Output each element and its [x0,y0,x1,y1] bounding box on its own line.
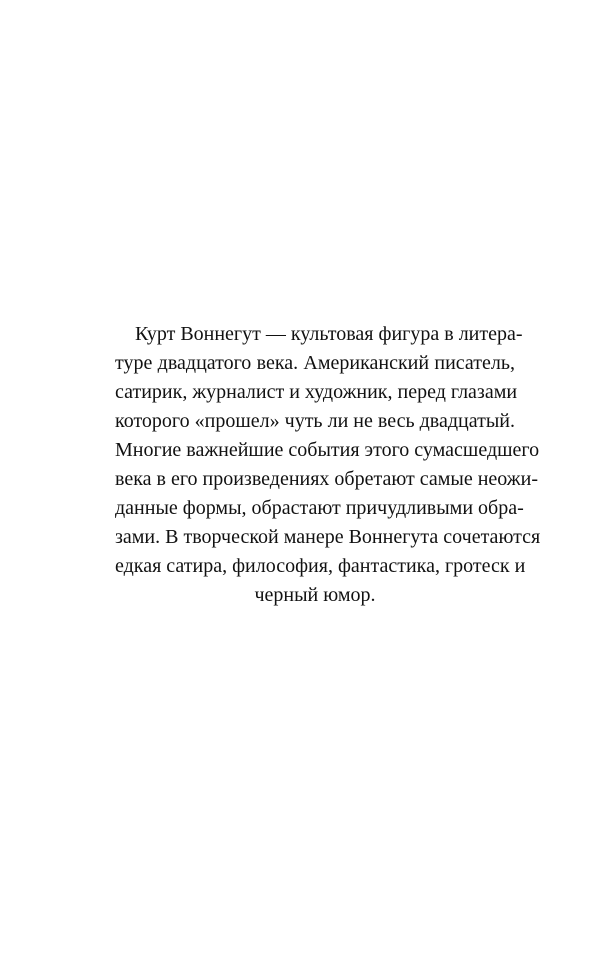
annotation-line: данные формы, обрастают причудливыми обра- [115,497,524,519]
annotation-last-line: черный юмор. [254,584,376,606]
annotation-line: туре двадцатого века. Американский писатель, [115,352,515,374]
annotation-line: века в его произведениях обретают самые неожи- [115,468,538,490]
annotation-line: сатирик, журналист и художник, перед глазами [115,381,518,403]
annotation-paragraph [115,320,541,610]
annotation-line: которого «прошел» чуть ли не весь двадцатый. [115,410,515,432]
annotation-line: зами. В творческой манере Воннегута сочетаются [115,526,541,548]
annotation-line: Курт Воннегут — культовая фигура в литера- [135,323,523,345]
annotation-line: Многие важнейшие события этого сумасшедшего [115,439,540,461]
annotation-line: едкая сатира, философия, фантастика, гротеск и [115,555,526,577]
